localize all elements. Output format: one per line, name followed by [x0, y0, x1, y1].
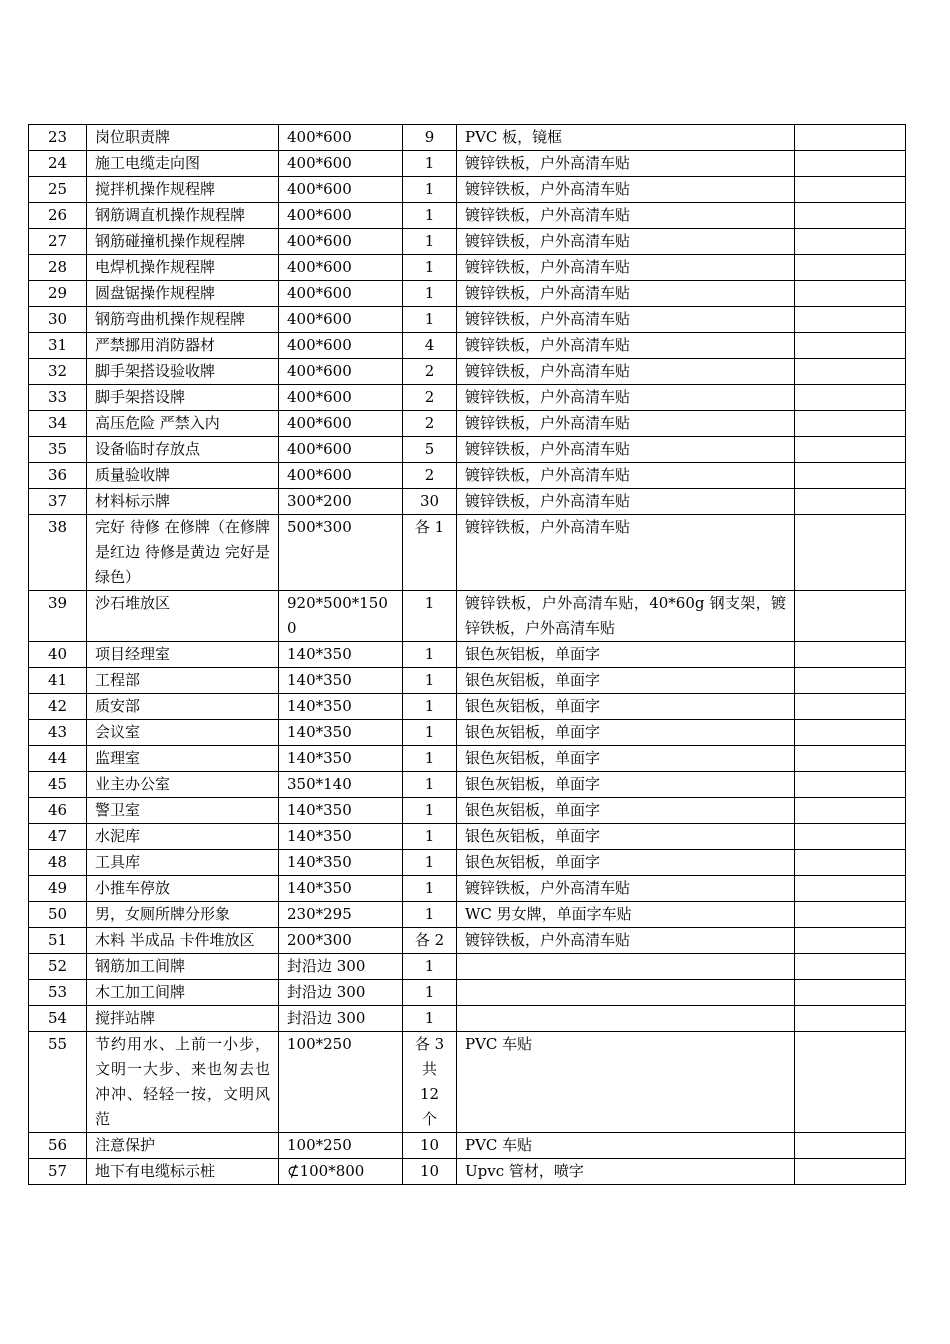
row-number-cell: 38 [29, 515, 87, 591]
size-cell: 400*600 [279, 203, 403, 229]
row-number-cell: 52 [29, 954, 87, 980]
row-number-cell: 41 [29, 668, 87, 694]
row-number-cell: 35 [29, 437, 87, 463]
quantity-cell: 各 3 共 12 个 [403, 1032, 457, 1133]
size-cell: 300*200 [279, 489, 403, 515]
size-cell: 140*350 [279, 720, 403, 746]
row-number-cell: 44 [29, 746, 87, 772]
item-name-cell: 设备临时存放点 [87, 437, 279, 463]
row-number-cell: 30 [29, 307, 87, 333]
item-name-cell: 节约用水、上前一小步，文明一大步、来也匆去也冲冲、轻轻一按，文明风范 [87, 1032, 279, 1133]
quantity-cell: 1 [403, 798, 457, 824]
table-row [29, 255, 906, 281]
row-number-cell: 29 [29, 281, 87, 307]
material-cell [457, 980, 795, 1006]
size-cell: 100*250 [279, 1032, 403, 1133]
quantity-cell: 1 [403, 772, 457, 798]
note-cell [795, 281, 906, 307]
item-name-cell: 脚手架搭设验收牌 [87, 359, 279, 385]
size-cell: 140*350 [279, 824, 403, 850]
quantity-cell: 1 [403, 902, 457, 928]
note-cell [795, 489, 906, 515]
item-name-cell: 钢筋弯曲机操作规程牌 [87, 307, 279, 333]
row-number-cell: 46 [29, 798, 87, 824]
item-name-cell: 岗位职责牌 [87, 125, 279, 151]
note-cell [795, 798, 906, 824]
quantity-cell: 各 1 [403, 515, 457, 591]
item-name-cell: 男，女厕所牌分形象 [87, 902, 279, 928]
table-row [29, 1159, 906, 1185]
row-number-cell: 23 [29, 125, 87, 151]
size-cell: 400*600 [279, 437, 403, 463]
material-cell: 镀锌铁板，户外高清车贴 [457, 307, 795, 333]
material-cell: 镀锌铁板，户外高清车贴 [457, 385, 795, 411]
size-cell: 400*600 [279, 307, 403, 333]
note-cell [795, 980, 906, 1006]
quantity-cell: 10 [403, 1159, 457, 1185]
item-name-cell: 质量验收牌 [87, 463, 279, 489]
note-cell [795, 229, 906, 255]
material-cell: 镀锌铁板，户外高清车贴 [457, 876, 795, 902]
row-number-cell: 31 [29, 333, 87, 359]
row-number-cell: 43 [29, 720, 87, 746]
note-cell [795, 850, 906, 876]
quantity-cell: 1 [403, 850, 457, 876]
size-cell: ⊄100*800 [279, 1159, 403, 1185]
item-name-cell: 质安部 [87, 694, 279, 720]
material-cell: Upvc 管材，喷字 [457, 1159, 795, 1185]
quantity-cell: 1 [403, 151, 457, 177]
note-cell [795, 203, 906, 229]
material-cell: 镀锌铁板，户外高清车贴 [457, 255, 795, 281]
material-cell: 镀锌铁板，户外高清车贴 [457, 515, 795, 591]
size-cell: 400*600 [279, 359, 403, 385]
table-row [29, 954, 906, 980]
table-row [29, 385, 906, 411]
note-cell [795, 515, 906, 591]
row-number-cell: 47 [29, 824, 87, 850]
table-row [29, 359, 906, 385]
table-row [29, 720, 906, 746]
table-row [29, 151, 906, 177]
row-number-cell: 34 [29, 411, 87, 437]
quantity-cell: 1 [403, 229, 457, 255]
material-cell: 银色灰铝板，单面字 [457, 746, 795, 772]
note-cell [795, 902, 906, 928]
material-cell: 镀锌铁板，户外高清车贴 [457, 151, 795, 177]
row-number-cell: 37 [29, 489, 87, 515]
note-cell [795, 411, 906, 437]
table-row [29, 489, 906, 515]
note-cell [795, 125, 906, 151]
note-cell [795, 1159, 906, 1185]
material-cell: 镀锌铁板，户外高清车贴 [457, 463, 795, 489]
table-row [29, 928, 906, 954]
quantity-cell: 1 [403, 177, 457, 203]
note-cell [795, 954, 906, 980]
row-number-cell: 26 [29, 203, 87, 229]
note-cell [795, 151, 906, 177]
size-cell: 200*300 [279, 928, 403, 954]
note-cell [795, 668, 906, 694]
item-name-cell: 圆盘锯操作规程牌 [87, 281, 279, 307]
size-cell: 封沿边 300 [279, 954, 403, 980]
item-name-cell: 钢筋碰撞机操作规程牌 [87, 229, 279, 255]
item-name-cell: 工程部 [87, 668, 279, 694]
item-name-cell: 木工加工间牌 [87, 980, 279, 1006]
item-name-cell: 完好 待修 在修牌（在修牌是红边 待修是黄边 完好是绿色） [87, 515, 279, 591]
material-cell: 镀锌铁板，户外高清车贴 [457, 177, 795, 203]
quantity-cell: 2 [403, 385, 457, 411]
table-row [29, 668, 906, 694]
size-cell: 500*300 [279, 515, 403, 591]
table-row [29, 980, 906, 1006]
material-cell: 银色灰铝板，单面字 [457, 720, 795, 746]
signage-table [28, 124, 906, 1185]
row-number-cell: 57 [29, 1159, 87, 1185]
table-row [29, 642, 906, 668]
quantity-cell: 1 [403, 203, 457, 229]
row-number-cell: 39 [29, 591, 87, 642]
note-cell [795, 694, 906, 720]
table-row [29, 229, 906, 255]
size-cell: 140*350 [279, 642, 403, 668]
material-cell: 银色灰铝板，单面字 [457, 850, 795, 876]
size-cell: 400*600 [279, 463, 403, 489]
material-cell: 镀锌铁板，户外高清车贴 [457, 333, 795, 359]
note-cell [795, 463, 906, 489]
quantity-cell: 1 [403, 876, 457, 902]
row-number-cell: 50 [29, 902, 87, 928]
material-cell: 镀锌铁板，户外高清车贴 [457, 411, 795, 437]
size-cell: 350*140 [279, 772, 403, 798]
quantity-cell: 1 [403, 642, 457, 668]
table-row [29, 437, 906, 463]
row-number-cell: 55 [29, 1032, 87, 1133]
size-cell: 400*600 [279, 229, 403, 255]
row-number-cell: 33 [29, 385, 87, 411]
note-cell [795, 177, 906, 203]
quantity-cell: 2 [403, 463, 457, 489]
size-cell: 920*500*1500 [279, 591, 403, 642]
note-cell [795, 255, 906, 281]
table-row [29, 876, 906, 902]
material-cell: 银色灰铝板，单面字 [457, 668, 795, 694]
material-cell: 银色灰铝板，单面字 [457, 642, 795, 668]
table-row [29, 902, 906, 928]
table-row [29, 746, 906, 772]
size-cell: 400*600 [279, 333, 403, 359]
note-cell [795, 746, 906, 772]
quantity-cell: 1 [403, 720, 457, 746]
item-name-cell: 工具库 [87, 850, 279, 876]
item-name-cell: 沙石堆放区 [87, 591, 279, 642]
row-number-cell: 27 [29, 229, 87, 255]
size-cell: 封沿边 300 [279, 980, 403, 1006]
note-cell [795, 876, 906, 902]
material-cell: 银色灰铝板，单面字 [457, 824, 795, 850]
size-cell: 400*600 [279, 385, 403, 411]
material-cell: 镀锌铁板，户外高清车贴 [457, 359, 795, 385]
material-cell: 镀锌铁板，户外高清车贴 [457, 281, 795, 307]
quantity-cell: 各 2 [403, 928, 457, 954]
item-name-cell: 警卫室 [87, 798, 279, 824]
table-row [29, 798, 906, 824]
size-cell: 400*600 [279, 255, 403, 281]
note-cell [795, 1133, 906, 1159]
item-name-cell: 电焊机操作规程牌 [87, 255, 279, 281]
table-row [29, 850, 906, 876]
quantity-cell: 1 [403, 591, 457, 642]
row-number-cell: 45 [29, 772, 87, 798]
item-name-cell: 小推车停放 [87, 876, 279, 902]
quantity-cell: 9 [403, 125, 457, 151]
row-number-cell: 24 [29, 151, 87, 177]
item-name-cell: 脚手架搭设牌 [87, 385, 279, 411]
material-cell: WC 男女牌，单面字车贴 [457, 902, 795, 928]
quantity-cell: 1 [403, 281, 457, 307]
note-cell [795, 437, 906, 463]
size-cell: 100*250 [279, 1133, 403, 1159]
table-body [29, 125, 906, 1185]
row-number-cell: 42 [29, 694, 87, 720]
material-cell: PVC 车贴 [457, 1032, 795, 1133]
table-row [29, 411, 906, 437]
note-cell [795, 359, 906, 385]
size-cell: 140*350 [279, 850, 403, 876]
note-cell [795, 333, 906, 359]
note-cell [795, 642, 906, 668]
quantity-cell: 5 [403, 437, 457, 463]
quantity-cell: 1 [403, 980, 457, 1006]
size-cell: 140*350 [279, 746, 403, 772]
item-name-cell: 材料标示牌 [87, 489, 279, 515]
material-cell: 镀锌铁板，户外高清车贴，40*60g 钢支架，镀锌铁板，户外高清车贴 [457, 591, 795, 642]
size-cell: 400*600 [279, 177, 403, 203]
item-name-cell: 水泥库 [87, 824, 279, 850]
material-cell: 银色灰铝板，单面字 [457, 694, 795, 720]
item-name-cell: 监理室 [87, 746, 279, 772]
item-name-cell: 搅拌站牌 [87, 1006, 279, 1032]
material-cell: PVC 板，镜框 [457, 125, 795, 151]
note-cell [795, 720, 906, 746]
size-cell: 400*600 [279, 125, 403, 151]
material-cell: 镀锌铁板，户外高清车贴 [457, 437, 795, 463]
quantity-cell: 1 [403, 694, 457, 720]
item-name-cell: 搅拌机操作规程牌 [87, 177, 279, 203]
quantity-cell: 2 [403, 411, 457, 437]
size-cell: 140*350 [279, 668, 403, 694]
table-row [29, 177, 906, 203]
quantity-cell: 1 [403, 1006, 457, 1032]
size-cell: 140*350 [279, 798, 403, 824]
item-name-cell: 严禁挪用消防器材 [87, 333, 279, 359]
table-row [29, 333, 906, 359]
row-number-cell: 56 [29, 1133, 87, 1159]
table-row [29, 1006, 906, 1032]
material-cell: 镀锌铁板，户外高清车贴 [457, 229, 795, 255]
size-cell: 封沿边 300 [279, 1006, 403, 1032]
row-number-cell: 28 [29, 255, 87, 281]
material-cell: PVC 车贴 [457, 1133, 795, 1159]
material-cell: 镀锌铁板，户外高清车贴 [457, 928, 795, 954]
row-number-cell: 36 [29, 463, 87, 489]
material-cell [457, 954, 795, 980]
table-row [29, 1032, 906, 1133]
item-name-cell: 木料 半成品 卡件堆放区 [87, 928, 279, 954]
table-row [29, 125, 906, 151]
item-name-cell: 钢筋调直机操作规程牌 [87, 203, 279, 229]
item-name-cell: 业主办公室 [87, 772, 279, 798]
note-cell [795, 591, 906, 642]
table-row [29, 1133, 906, 1159]
table-row [29, 772, 906, 798]
table-row [29, 694, 906, 720]
row-number-cell: 51 [29, 928, 87, 954]
item-name-cell: 高压危险 严禁入内 [87, 411, 279, 437]
quantity-cell: 1 [403, 954, 457, 980]
row-number-cell: 48 [29, 850, 87, 876]
table-row [29, 591, 906, 642]
item-name-cell: 钢筋加工间牌 [87, 954, 279, 980]
quantity-cell: 2 [403, 359, 457, 385]
material-cell [457, 1006, 795, 1032]
item-name-cell: 施工电缆走向图 [87, 151, 279, 177]
item-name-cell: 项目经理室 [87, 642, 279, 668]
table-row [29, 515, 906, 591]
row-number-cell: 53 [29, 980, 87, 1006]
size-cell: 140*350 [279, 694, 403, 720]
table-row [29, 203, 906, 229]
quantity-cell: 1 [403, 255, 457, 281]
note-cell [795, 928, 906, 954]
row-number-cell: 54 [29, 1006, 87, 1032]
quantity-cell: 30 [403, 489, 457, 515]
note-cell [795, 1032, 906, 1133]
item-name-cell: 注意保护 [87, 1133, 279, 1159]
material-cell: 银色灰铝板，单面字 [457, 798, 795, 824]
quantity-cell: 1 [403, 746, 457, 772]
material-cell: 银色灰铝板，单面字 [457, 772, 795, 798]
note-cell [795, 772, 906, 798]
row-number-cell: 40 [29, 642, 87, 668]
quantity-cell: 1 [403, 824, 457, 850]
note-cell [795, 824, 906, 850]
material-cell: 镀锌铁板，户外高清车贴 [457, 203, 795, 229]
size-cell: 400*600 [279, 151, 403, 177]
table-row [29, 281, 906, 307]
table-row [29, 307, 906, 333]
quantity-cell: 1 [403, 668, 457, 694]
size-cell: 230*295 [279, 902, 403, 928]
quantity-cell: 10 [403, 1133, 457, 1159]
note-cell [795, 385, 906, 411]
quantity-cell: 1 [403, 307, 457, 333]
row-number-cell: 32 [29, 359, 87, 385]
item-name-cell: 地下有电缆标示桩 [87, 1159, 279, 1185]
size-cell: 140*350 [279, 876, 403, 902]
size-cell: 400*600 [279, 281, 403, 307]
item-name-cell: 会议室 [87, 720, 279, 746]
note-cell [795, 307, 906, 333]
quantity-cell: 4 [403, 333, 457, 359]
row-number-cell: 25 [29, 177, 87, 203]
size-cell: 400*600 [279, 411, 403, 437]
row-number-cell: 49 [29, 876, 87, 902]
note-cell [795, 1006, 906, 1032]
material-cell: 镀锌铁板，户外高清车贴 [457, 489, 795, 515]
table-row [29, 824, 906, 850]
table-row [29, 463, 906, 489]
